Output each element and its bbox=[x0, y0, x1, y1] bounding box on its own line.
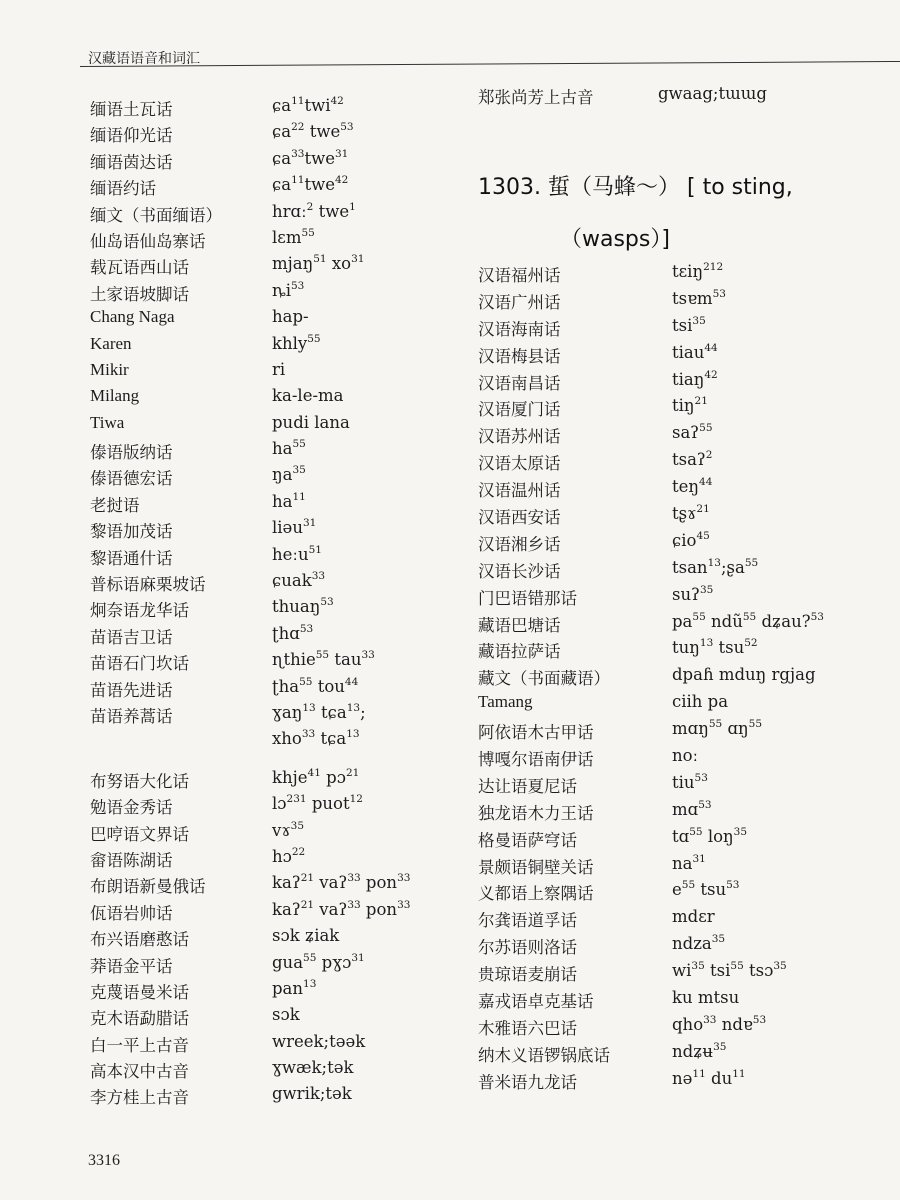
phonetic-form: tiau$^{44}$ bbox=[672, 341, 718, 362]
lang-name: 汉语广州话 bbox=[478, 292, 561, 312]
phonetic-form: $ha^{11}$ bbox=[272, 490, 306, 511]
phonetic-form: ɣaŋ$^{13}$ tɕa$^{13}$; bbox=[272, 701, 366, 722]
phonetic-form: mjaŋ$^{51}$ $xo^{31}$ bbox=[272, 253, 365, 274]
phonetic-form: pudi lana bbox=[272, 412, 350, 432]
lang-name: 汉语湘乡话 bbox=[478, 534, 561, 554]
lang-name: 布兴语磨憨话 bbox=[90, 930, 189, 950]
phonetic-form: hɔ$^{22}$ bbox=[272, 845, 306, 866]
entry-number: 1303. bbox=[478, 175, 541, 200]
lang-name: 汉语西安话 bbox=[478, 508, 561, 528]
lang-name: 仙岛语仙岛寨话 bbox=[90, 231, 206, 251]
phonetic-form: suʔ$^{35}$ bbox=[672, 583, 714, 604]
entry-gloss: [ to sting, bbox=[687, 175, 793, 200]
lang-name: 藏语巴塘话 bbox=[478, 615, 561, 635]
phonetic-form: saʔ$^{55}$ bbox=[672, 422, 713, 443]
lang-name: Karen bbox=[90, 333, 132, 353]
phonetic-form: ku mtsu bbox=[672, 988, 740, 1008]
lang-name: 汉语海南话 bbox=[478, 319, 561, 339]
phonetic-form: $ŋa^{35}$ bbox=[272, 464, 306, 485]
phonetic-form: ɳthie$^{55}$ tau$^{33}$ bbox=[272, 649, 375, 670]
phonetic-form: gua$^{55}$ pɣɔ$^{31}$ bbox=[272, 951, 365, 972]
lang-name: 普标语麻栗坡话 bbox=[90, 575, 206, 595]
phonetic-form: tiaŋ$^{42}$ bbox=[672, 368, 718, 389]
lang-name: 克木语勐腊话 bbox=[90, 1009, 189, 1029]
entry-gloss-cont: （wasps）] bbox=[560, 227, 670, 252]
phonetic-form: sɔk bbox=[272, 1005, 300, 1025]
header-rule bbox=[80, 61, 900, 67]
lang-name: Tiwa bbox=[90, 412, 125, 432]
lang-name: 汉语长沙话 bbox=[478, 561, 561, 581]
phonetic-form: nə$^{11}$ $du^{11}$ bbox=[672, 1067, 746, 1088]
phonetic-form: pan$^{13}$ bbox=[272, 977, 317, 998]
running-header: 汉藏语语音和词汇 bbox=[88, 51, 200, 67]
phonetic-form: $pa^{55}$ ndũ$^{55}$ dʑau?$^{53}$ bbox=[672, 610, 824, 631]
phonetic-form: $e^{55}$ tsu$^{53}$ bbox=[672, 879, 740, 900]
lang-name: 汉语福州话 bbox=[478, 266, 561, 285]
lang-name: 门巴语错那话 bbox=[478, 588, 577, 608]
lang-name: Mikir bbox=[90, 359, 129, 379]
phonetic-form: $na^{31}$ bbox=[672, 852, 706, 873]
lang-name: 缅文（书面缅语） bbox=[90, 205, 222, 225]
lang-name: 景颇语铜壁关话 bbox=[478, 857, 594, 877]
lang-name: 贵琼语麦崩话 bbox=[478, 965, 577, 985]
lang-name: 纳木义语锣锅底话 bbox=[478, 1045, 610, 1065]
lang-name: 阿依语木古甲话 bbox=[478, 723, 594, 743]
entry-heading bbox=[478, 170, 793, 201]
lang-name: 畲语陈湖话 bbox=[90, 850, 173, 870]
phonetic-form: lɔ$^{231}$ puot$^{12}$ bbox=[272, 793, 363, 814]
lang-name: 汉语厦门话 bbox=[478, 400, 561, 420]
phonetic-form: ɕuak$^{33}$ bbox=[272, 570, 326, 591]
phonetic-form: hrɑː$^2$ twe$^1$ bbox=[272, 200, 356, 221]
lang-name: 格曼语萨穹话 bbox=[478, 830, 577, 850]
phonetic-form: ndza$^{35}$ bbox=[672, 933, 726, 954]
phonetic-form: ɣwæk;tək bbox=[272, 1058, 354, 1078]
lang-name: 达让语夏尼话 bbox=[478, 776, 577, 796]
lang-name: Milang bbox=[90, 386, 140, 406]
lang-name: Tamang bbox=[478, 692, 533, 712]
phonetic-form: hap- bbox=[272, 307, 309, 327]
lang-name: 普米语九龙话 bbox=[478, 1072, 577, 1092]
phonetic-form: ɕa$^{33}$twe$^{31}$ bbox=[272, 147, 349, 168]
phonetic-form: tiŋ$^{21}$ bbox=[672, 395, 708, 416]
phonetic-form: tuŋ$^{13}$ tsu$^{52}$ bbox=[672, 637, 758, 658]
phonetic-form: ka-le-ma bbox=[272, 386, 344, 406]
lang-name: 汉语温州话 bbox=[478, 481, 561, 501]
lang-name: 独龙语木力王话 bbox=[478, 803, 594, 823]
lang-name: 佤语岩帅话 bbox=[90, 903, 173, 923]
lang-name: 白一平上古音 bbox=[90, 1035, 189, 1055]
phonetic-form: $ha^{55}$ bbox=[272, 438, 306, 459]
phonetic-form: kaʔ$^{21}$ vaʔ$^{33}$ pon$^{33}$ bbox=[272, 872, 411, 893]
lang-name: 缅语约话 bbox=[90, 179, 156, 199]
lang-name: 博嘎尔语南伊话 bbox=[478, 750, 594, 770]
phonetic-form: ri bbox=[272, 359, 286, 379]
phonetic-form: tsaʔ$^2$ bbox=[672, 449, 713, 470]
lang-name: 汉语南昌话 bbox=[478, 373, 561, 393]
lang-name: 汉语梅县话 bbox=[478, 346, 561, 366]
lang-name: 土家语坡脚话 bbox=[90, 284, 189, 304]
phonetic-form: tɛiŋ$^{212}$ bbox=[672, 261, 724, 281]
phonetic-form: teŋ$^{44}$ bbox=[672, 476, 713, 497]
lang-name: 炯奈语龙华话 bbox=[90, 601, 189, 621]
lang-name: 李方桂上古音 bbox=[90, 1088, 189, 1108]
lang-name: 黎语加茂话 bbox=[90, 522, 173, 542]
lang-name: 傣语德宏话 bbox=[90, 469, 173, 489]
entry-headword: 蜇（马蜂～） bbox=[547, 175, 680, 200]
phonetic-form: $ȵi^{53}$ bbox=[272, 279, 305, 300]
lang-name: 藏文（书面藏语） bbox=[478, 669, 610, 689]
phonetic-form: ciih pa bbox=[672, 692, 729, 712]
lang-name: 缅语土瓦话 bbox=[90, 100, 173, 119]
phonetic-form: mdɛr bbox=[672, 907, 715, 927]
lang-name: 汉语太原话 bbox=[478, 454, 561, 474]
phonetic-form: sɔk ʑiak bbox=[272, 926, 340, 946]
phonetic-form: wreek;təək bbox=[272, 1031, 366, 1051]
phonetic-form: tsi$^{35}$ bbox=[672, 314, 706, 335]
phonetic-form: gwrik;tək bbox=[272, 1084, 352, 1104]
phonetic-form: gwaag;tɯɯg bbox=[658, 84, 767, 103]
lang-name: 郑张尚芳上古音 bbox=[478, 88, 594, 107]
phonetic-form: ɕa$^{22}$ twe$^{53}$ bbox=[272, 121, 354, 142]
phonetic-form: lɛm$^{55}$ bbox=[272, 226, 315, 247]
lang-name: 老挝语 bbox=[90, 495, 140, 515]
lang-name: 缅语仰光话 bbox=[90, 126, 173, 146]
phonetic-form: tsan$^{13}$;ʂa$^{55}$ bbox=[672, 556, 759, 577]
phonetic-form: vɤ$^{35}$ bbox=[272, 819, 305, 840]
lang-name: 克蔑语曼米话 bbox=[90, 982, 189, 1002]
phonetic-form: tʂɤ$^{21}$ bbox=[672, 503, 710, 524]
phonetic-form: qho$^{33}$ ndɐ$^{53}$ bbox=[672, 1013, 767, 1034]
phonetic-form: dpaɦ mduŋ rgjag bbox=[672, 665, 816, 685]
lang-name: 傣语版纳话 bbox=[90, 443, 173, 463]
lang-name: 高本汉中古音 bbox=[90, 1062, 189, 1082]
phonetic-form: ɕa$^{11}$twe$^{42}$ bbox=[272, 174, 349, 195]
phonetic-form: khje$^{41}$ pɔ$^{21}$ bbox=[272, 766, 360, 787]
phonetic-form: ɕio$^{45}$ bbox=[672, 529, 710, 550]
lang-name: 莽语金平话 bbox=[90, 956, 173, 976]
phonetic-form: thuaŋ$^{53}$ bbox=[272, 596, 334, 617]
lang-name: 黎语通什话 bbox=[90, 548, 173, 568]
phonetic-form: ndʑʉ$^{35}$ bbox=[672, 1040, 727, 1061]
phonetic-form: mɑŋ$^{55}$ ɑŋ$^{55}$ bbox=[672, 718, 763, 739]
page-number: 3316 bbox=[88, 1152, 120, 1169]
lang-name: 载瓦语西山话 bbox=[90, 258, 189, 278]
phonetic-form: ʈhɑ$^{53}$ bbox=[272, 622, 314, 643]
lang-name: 尔龚语道孚话 bbox=[478, 911, 577, 931]
lang-name: 布努语大化话 bbox=[90, 771, 189, 791]
phonetic-form: tsɐm$^{53}$ bbox=[672, 287, 726, 308]
top-right-row bbox=[478, 84, 767, 108]
phonetic-form: tɑ$^{55}$ loŋ$^{35}$ bbox=[672, 825, 748, 846]
lang-name: 苗语石门坎话 bbox=[90, 654, 189, 674]
lang-name: 尔苏语则洛话 bbox=[478, 938, 577, 958]
lang-name: Chang Naga bbox=[90, 307, 175, 327]
lang-name: 勉语金秀话 bbox=[90, 798, 173, 818]
phonetic-form: $wi^{35}$ tsi$^{55}$ tsɔ$^{35}$ bbox=[672, 960, 787, 981]
lang-name: 义都语上察隅话 bbox=[478, 884, 594, 904]
phonetic-form: ʈha$^{55}$ tou$^{44}$ bbox=[272, 675, 359, 696]
phonetic-form: kaʔ$^{21}$ vaʔ$^{33}$ pon$^{33}$ bbox=[272, 898, 411, 919]
phonetic-form: ɕa$^{11}$twi$^{42}$ bbox=[272, 95, 344, 115]
lang-name: 巴哼语文界话 bbox=[90, 824, 189, 844]
phonetic-form: tiu$^{53}$ bbox=[672, 771, 708, 792]
phonetic-form: mɑ$^{53}$ bbox=[672, 798, 712, 819]
lang-name: 汉语苏州话 bbox=[478, 427, 561, 447]
lang-name: 布朗语新曼俄话 bbox=[90, 877, 206, 897]
phonetic-form: noː bbox=[672, 746, 699, 766]
lang-name: 缅语茵达话 bbox=[90, 152, 173, 172]
phonetic-form: khly$^{55}$ bbox=[272, 332, 321, 353]
phonetic-form: liəu$^{31}$ bbox=[272, 517, 317, 538]
phonetic-form: heːu$^{51}$ bbox=[272, 543, 322, 564]
lang-name: 木雅语六巴话 bbox=[478, 1018, 577, 1038]
lang-name: 苗语吉卫话 bbox=[90, 627, 173, 647]
lang-name: 嘉戎语卓克基话 bbox=[478, 992, 594, 1012]
lang-name: 苗语先进话 bbox=[90, 680, 173, 700]
lang-name: 苗语养蒿话 bbox=[90, 706, 173, 726]
phonetic-form: xho$^{33}$ tɕa$^{13}$ bbox=[272, 728, 360, 749]
lang-name: 藏语拉萨话 bbox=[478, 642, 561, 662]
